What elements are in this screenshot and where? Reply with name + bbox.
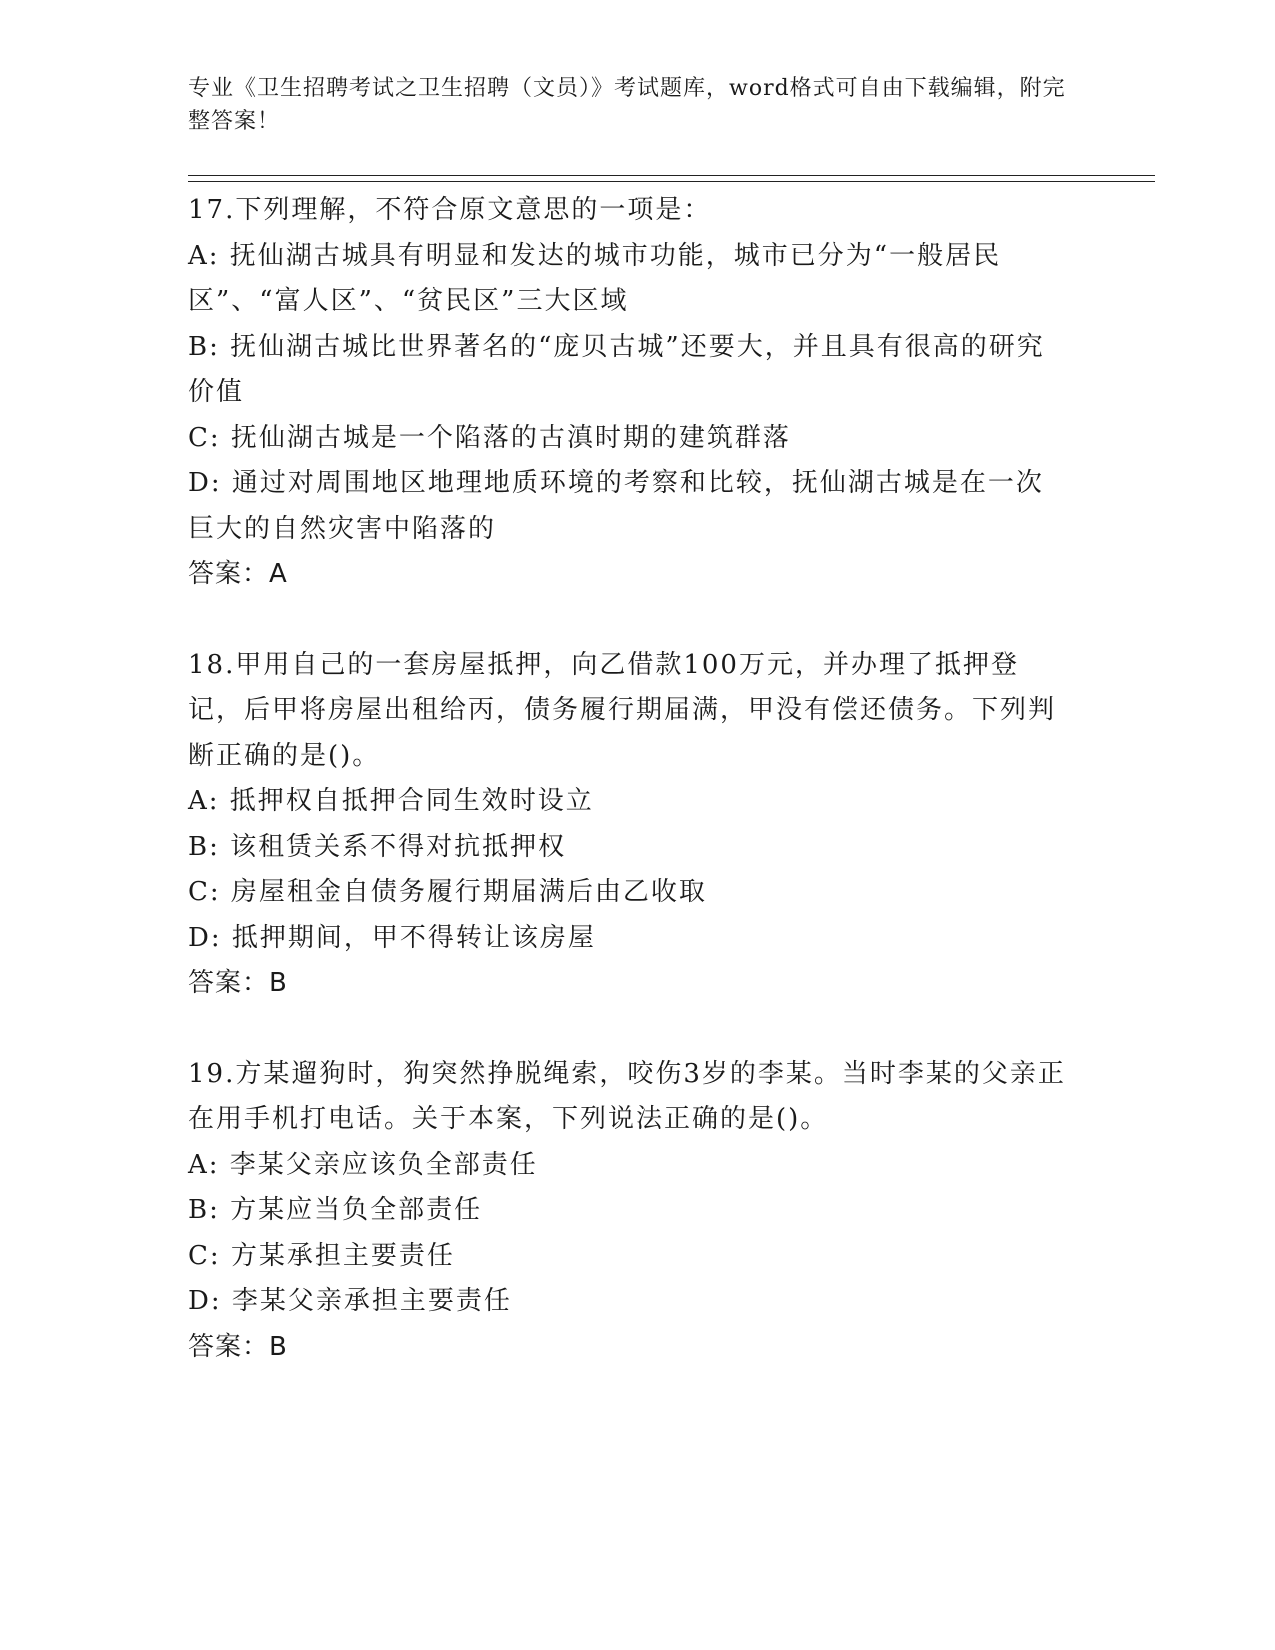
question-18 [188, 643, 1068, 1007]
option-a: A: 抚仙湖古城具有明显和发达的城市功能，城市已分为“一般居民区”、“富人区”、“贫民区”三大区域 [188, 240, 1002, 316]
question-list [188, 188, 1068, 1415]
question-19 [188, 1052, 1068, 1371]
option-d: D: 抵押期间，甲不得转让该房屋 [188, 922, 596, 953]
option-c: C: 房屋租金自债务履行期届满后由乙收取 [188, 877, 707, 907]
option-c: C: 抚仙湖古城是一个陷落的古滇时期的建筑群落 [188, 422, 791, 453]
question-stem: 17.下列理解，不符合原文意思的一项是： [188, 195, 712, 225]
document-header: 专业《卫生招聘考试之卫生招聘（文员）》考试题库，word格式可自由下载编辑，附完整答案！ [188, 76, 1066, 134]
option-d: D: 通过对周围地区地理地质环境的考察和比较，抚仙湖古城是在一次巨大的自然灾害中陷落的 [188, 468, 1044, 544]
question-stem: 19.方某遛狗时，狗突然挣脱绳索，咬伤3岁的李某。当时李某的父亲正在用手机打电话。关于本案，下列说法正确的是()。 [188, 1058, 1066, 1134]
option-c: C: 方某承担主要责任 [188, 1240, 455, 1271]
answer-line: 答案：A [188, 559, 288, 589]
option-b: B: 该租赁关系不得对抗抵押权 [188, 831, 567, 862]
question-stem: 18.甲用自己的一套房屋抵押，向乙借款100万元，并办理了抵押登记，后甲将房屋出租给丙，债务履行期届满，甲没有偿还债务。下列判断正确的是()。 [188, 649, 1057, 771]
option-a: A: 李某父亲应该负全部责任 [188, 1149, 538, 1180]
answer-line: 答案：B [188, 1331, 288, 1362]
option-b: B: 抚仙湖古城比世界著名的“庞贝古城”还要大，并且具有很高的研究价值 [188, 331, 1045, 407]
option-d: D: 李某父亲承担主要责任 [188, 1286, 512, 1316]
option-a: A: 抵押权自抵押合同生效时设立 [188, 786, 594, 816]
option-b: B: 方某应当负全部责任 [188, 1195, 483, 1225]
answer-line: 答案：B [188, 968, 288, 998]
header-divider-bottom [188, 181, 1155, 182]
header-divider-top [188, 175, 1155, 176]
question-17 [188, 188, 1068, 598]
